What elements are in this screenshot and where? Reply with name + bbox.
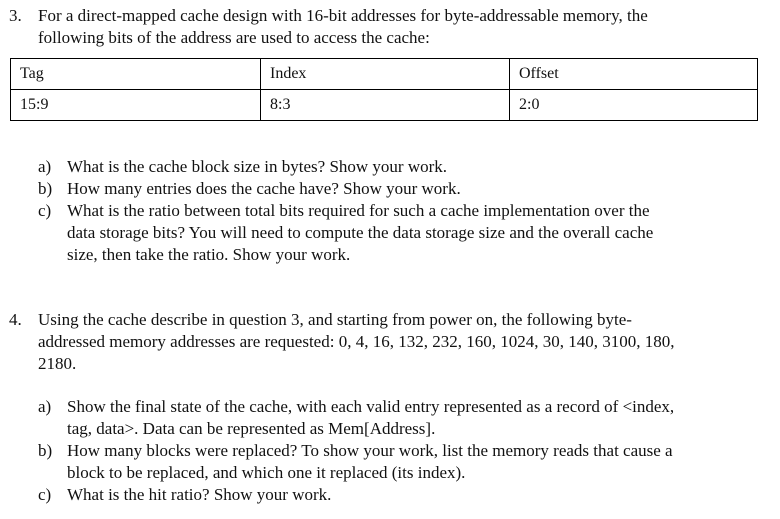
question-3-part-b-text: How many entries does the cache have? Show your work.: [67, 179, 461, 198]
question-3-part-a-text: What is the cache block size in bytes? Show your work.: [67, 157, 448, 176]
question-4-part-b-text-line-2: block to be replaced, and which one it replaced (its index).: [67, 463, 466, 482]
question-3-part-b-label: b): [38, 179, 53, 198]
table-cell-offset-bits: 2:0: [510, 90, 758, 121]
table-header-index: Index: [261, 59, 510, 90]
table-header-offset: Offset: [510, 59, 758, 90]
question-4-text-line-2: addressed memory addresses are requested: 0, 4, 16, 132, 232, 160, 1024, 30, 140, 3100, 180,: [38, 332, 675, 351]
question-4-part-c-label: c): [38, 485, 52, 504]
address-bits-table: [10, 58, 758, 121]
question-4-part-b-text-line-1: How many blocks were replaced? To show your work, list the memory reads that cause a: [67, 441, 673, 460]
question-3-number: 3.: [9, 6, 22, 25]
question-4-part-a-text-line-2: tag, data>. Data can be represented as Mem[Address].: [67, 419, 436, 438]
question-3-text-line-1: For a direct-mapped cache design with 16-bit addresses for byte-addressable memory, the: [38, 6, 648, 25]
question-4-text-line-3: 2180.: [38, 354, 77, 373]
question-4-part-c-text: What is the hit ratio? Show your work.: [67, 485, 332, 504]
table-header-tag: Tag: [11, 59, 261, 90]
question-4-number: 4.: [9, 310, 22, 329]
table-header-row: [11, 59, 758, 90]
question-4-part-a-text-line-1: Show the final state of the cache, with each valid entry represented as a record of <index,: [67, 397, 675, 416]
question-4-part-b-label: b): [38, 441, 53, 460]
question-3-text-line-2: following bits of the address are used to access the cache:: [38, 28, 430, 47]
question-3-part-c-text-line-3: size, then take the ratio. Show your work.: [67, 245, 351, 264]
question-3-part-c-text-line-2: data storage bits? You will need to compute the data storage size and the overall cache: [67, 223, 654, 242]
question-4-part-a-label: a): [38, 397, 52, 416]
table-row: [11, 90, 758, 121]
question-3-part-a-label: a): [38, 157, 52, 176]
question-3-part-c-text-line-1: What is the ratio between total bits required for such a cache implementation over the: [67, 201, 650, 220]
table-cell-tag-bits: 15:9: [11, 90, 261, 121]
table-cell-index-bits: 8:3: [261, 90, 510, 121]
question-4-text-line-1: Using the cache describe in question 3, and starting from power on, the following byte-: [38, 310, 632, 329]
question-3-part-c-label: c): [38, 201, 52, 220]
